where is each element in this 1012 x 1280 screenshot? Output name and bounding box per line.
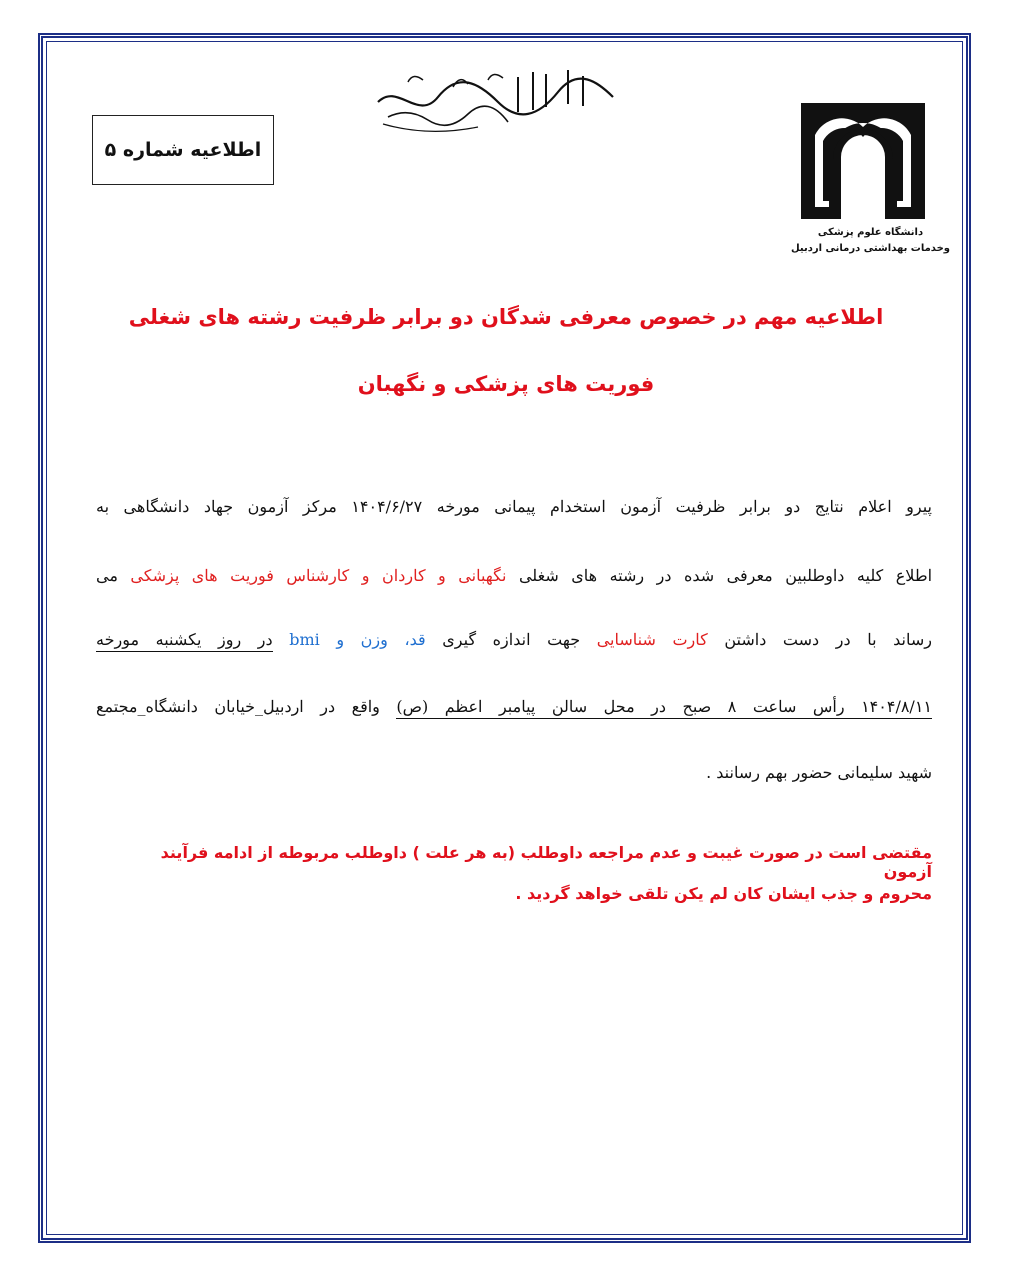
body-paragraph-line4 [96,697,932,716]
notice-number-box [92,115,274,185]
id-card-highlight: کارت شناسایی [596,630,708,649]
university-name-line1: دانشگاه علوم پزشکی [817,227,924,238]
body-line4-end: واقع در اردبیل_خیابان دانشگاه_مجتمع [96,697,380,716]
body-line2-text: اطلاع کلیه داوطلبین معرفی شده در رشته های شغلی [518,566,933,585]
body-line3-text: رساند با در دست داشتن [724,630,932,649]
announcement-title-line2: فوریت های پزشکی و نگهبان [357,372,655,396]
body-line2-end: می [96,566,118,585]
warning-line1: مقتضی است در صورت غیبت و عدم مراجعه داوطلب (به هر علت ) داوطلب مربوطه از ادامه فرآیند آزمون [160,843,932,881]
university-logo [778,95,963,265]
job-fields-highlight: نگهبانی و کاردان و کارشناس فوریت های پزشکی [130,566,507,585]
date-day-underlined: در روز یکشنبه مورخه [96,630,273,652]
body-line3-middle: جهت اندازه گیری [442,630,581,649]
notice-number-label: اطلاعیه شماره ۵ [104,139,262,161]
measurements-highlight: قد، وزن و bmi [289,630,426,649]
university-name [778,225,963,257]
university-emblem-icon [793,95,933,225]
university-name-line2: وخدمات بهداشتی درمانی اردبیل [790,243,951,254]
exam-time-location-underlined: ۱۴۰۴/۸/۱۱ رأس ساعت ۸ صبح در محل سالن پیامبر اعظم (ص) [396,697,932,719]
basmala-calligraphy [368,62,618,142]
body-paragraph-line5: شهید سلیمانی حضور بهم رسانند . [706,763,932,782]
announcement-title-line1: اطلاعیه مهم در خصوص معرفی شدگان دو برابر ظرفیت رشته های شغلی [128,305,884,329]
body-paragraph-line2 [96,566,932,585]
body-paragraph-line1: پیرو اعلام نتایج دو برابر ظرفیت آزمون استخدام پیمانی مورخه ۱۴۰۴/۶/۲۷ مرکز آزمون جهاد دانشگاهی به [96,497,933,516]
warning-line2: محروم و جذب ایشان کان لم یکن تلقی خواهد گردید . [515,884,932,903]
body-paragraph-line3 [96,630,932,649]
